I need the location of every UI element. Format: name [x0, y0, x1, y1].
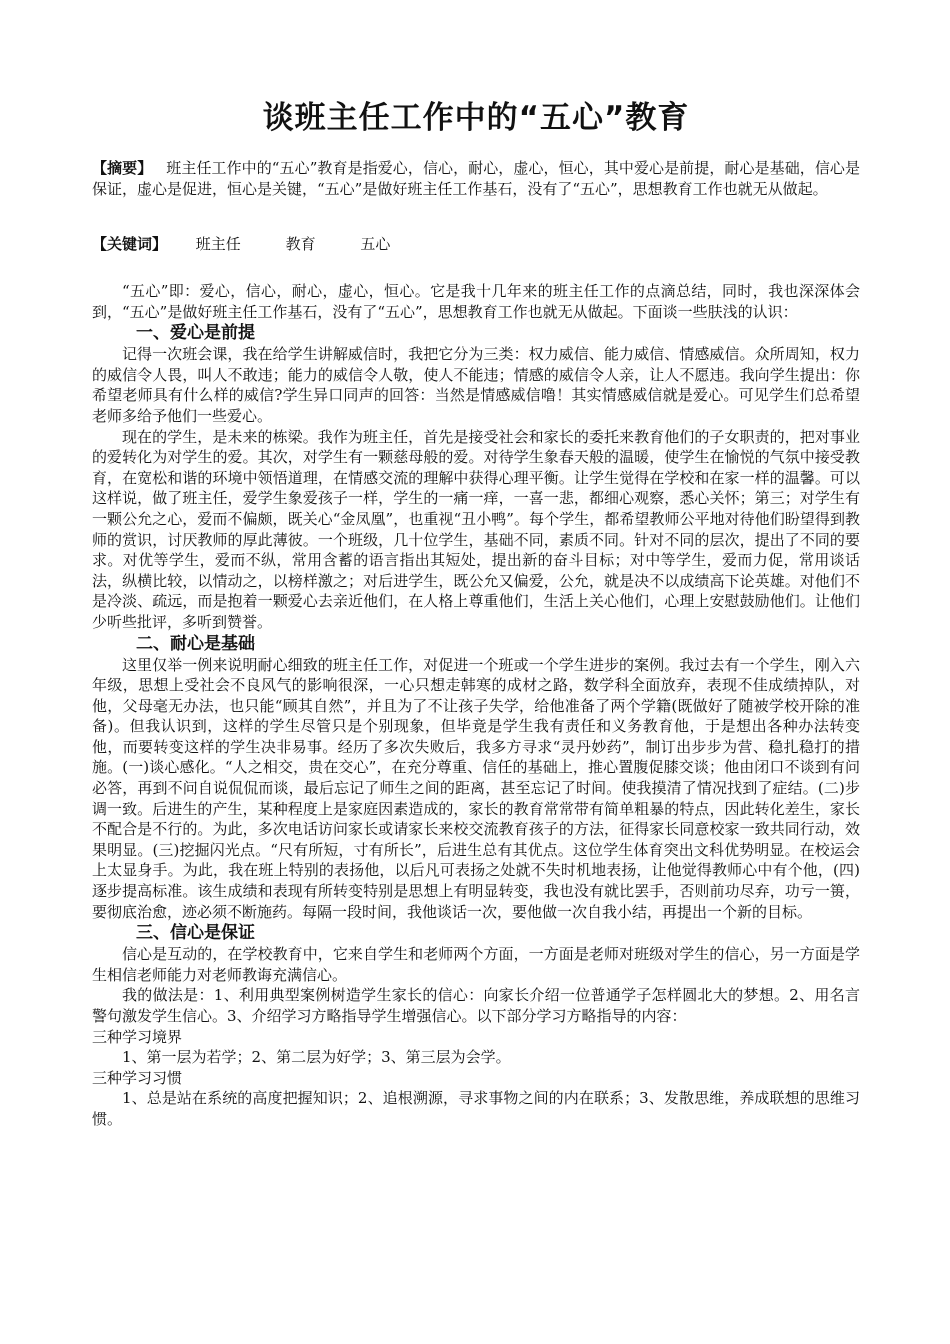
section-heading-confidence: 三、信心是保证	[136, 923, 255, 944]
section-heading-love: 一、爱心是前提	[136, 323, 255, 344]
keywords-label: 【关键词】	[92, 235, 168, 253]
section-heading-patience: 二、耐心是基础	[136, 633, 255, 654]
body-paragraph: 我的做法是：1、利用典型案例树造学生家长的信心：向家长介绍一位普通学子怎样圆北大的梦想。2、用名言警句激发学生信心。3、介绍学习方略指导学生增强信心。以下部分学习方略指导的内容：	[92, 986, 860, 1025]
body-paragraph: 1、总是站在系统的高度把握知识；2、追根溯源，寻求事物之间的内在联系；3、发散思维，养成联想的思维习惯。	[92, 1089, 860, 1128]
abstract	[92, 158, 860, 200]
intro-paragraph: “五心”即：爱心，信心，耐心，虚心，恒心。它是我十几年来的班主任工作的点滴总结，同时，我也深深体会到，“五心”是做好班主任工作基石，没有了“五心”，思想教育工作也就无从做起。下面谈一些肤浅的认识：	[92, 282, 860, 321]
body-paragraph: 信心是互动的，在学校教育中，它来自学生和老师两个方面，一方面是老师对班级对学生的信心，另一方面是学生相信老师能力对老师教诲充满信心。	[92, 945, 860, 984]
subheading-learning-habits: 三种学习习惯	[92, 1068, 183, 1087]
keyword-item: 班主任	[195, 235, 241, 253]
keywords	[92, 234, 860, 255]
abstract-label: 【摘要】	[92, 159, 153, 177]
document-page	[92, 90, 860, 1130]
body-paragraph: 这里仅举一例来说明耐心细致的班主任工作，对促进一个班或一个学生进步的案例。我过去有一个学生，刚入六年级，思想上受社会不良风气的影响很深，一心只想走韩寒的成材之路，数学科全面放弃，表现不佳成绩掉队，对他，父母毫无办法，也只能“顾其自然”，并且为了不让孩子失学，给他准备了两个学籍(既做好了随被学校开除的准备)。但我认识到，这样的学生尽管只是个别现象，但毕竟是学生我有责任和义务教育他，于是想出各种办法转变他，而要转变这样的学生决非易事。经历了多次失败后，我多方寻求“灵丹妙药”，制订出步步为营、稳扎稳打的措施。(一)谈心感化。“人之相交，贵在交心”，在充分尊重、信任的基础上，推心置腹促膝交谈；他由闭口不谈到有问必答，再到不问自说侃侃而谈，最后忘记了师生之间的距离，甚至忘记了时间。使我摸清了情况找到了症结。(二)步调一致。后进生的产生，某种程度上是家庭因素造成的，家长的教育常常带有简单粗暴的特点，因此转化差生，家长不配合是不行的。为此，多次电话访问家长或请家长来校交流教育孩子的方法，征得家长同意校家一致共同行动，效果明显。(三)挖掘闪光点。“尺有所短，寸有所长”，后进生总有其优点。这位学生体育突出文科优势明显。在校运会上太显身手。为此，我在班上特别的表扬他，以后凡可表扬之处就不失时机地表扬，让他觉得教师心中有个他，(四)逐步提高标准。该生成绩和表现有所转变特别是思想上有明显转变，我也没有就比罢手，否则前功尽弃，功亏一篑，要彻底治愈，迹必须不断施药。每隔一段时间，我他谈话一次，要他做一次自我小结，再提出一个新的目标。	[92, 655, 860, 921]
abstract-text: 班主任工作中的“五心”教育是指爱心，信心，耐心，虚心，恒心，其中爱心是前提，耐心是基础，信心是保证，虚心是促进，恒心是关键，“五心”是做好班主任工作基石，没有了“五心”，思想教育工作也就无从做起。	[92, 159, 860, 198]
body-text	[92, 281, 860, 1130]
document-title: 谈班主任工作中的“五心”教育	[262, 100, 690, 136]
body-paragraph: 现在的学生，是未来的栋梁。我作为班主任，首先是接受社会和家长的委托来教育他们的子女职责的，把对事业的爱转化为对学生的爱。其次，对学生有一颗慈母般的爱。对待学生象春天般的温暖，使学生在愉悦的气氛中接受教育，在宽松和谐的环境中领悟道理，在情感交流的理解中获得心理平衡。让学生觉得在学校和在家一样的温馨。可以这样说，做了班主任，爱学生象爱孩子一样，学生的一痛一痒，一喜一悲，都细心观察，悉心关怀；第三；对学生有一颗公允之心，爱而不偏颇，既关心“金凤凰”，也重视“丑小鸭”。每个学生，都希望教师公平地对待他们盼望得到教师的赏识，讨厌教师的厚此薄彼。一个班级，几十位学生，基础不同，素质不同。针对不同的层次，提出了不同的要求。对优等学生，爱而不纵，常用含蓄的语言指出其短处，提出新的奋斗目标；对中等学生，爱而力促，常用谈话法，纵横比较，以情动之，以榜样激之；对后进学生，既公允又偏爱，公允，就是决不以成绩高下论英雄。对他们不是冷淡、疏远，而是抱着一颗爱心去亲近他们，在人格上尊重他们，生活上关心他们，心理上安慰鼓励他们。让他们少听些批评，多听到赞誉。	[92, 427, 860, 631]
keyword-item: 教育	[285, 235, 316, 253]
body-paragraph: 记得一次班会课，我在给学生讲解威信时，我把它分为三类：权力威信、能力威信、情感威信。众所周知，权力的威信令人畏，叫人不敢违；能力的威信令人敬，使人不能违；情感的威信令人亲，让人不愿违。我向学生提出：你希望老师具有什么样的威信?学生异口同声的回答：当然是情感威信噜！其实情感威信就是爱心。可见学生们总希望老师多给予他们一些爱心。	[92, 345, 860, 425]
keyword-item: 五心	[360, 235, 391, 253]
body-paragraph: 1、第一层为若学；2、第二层为好学；3、第三层为会学。	[122, 1048, 511, 1067]
subheading-learning-realms: 三种学习境界	[92, 1027, 183, 1046]
